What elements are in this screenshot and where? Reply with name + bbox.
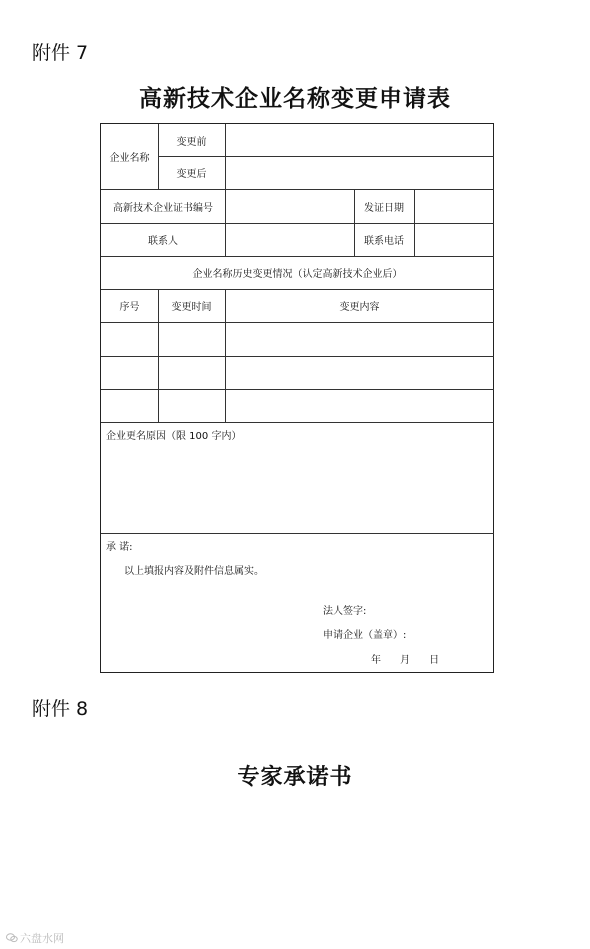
attachment-8-label: 附件 8 xyxy=(32,698,89,720)
before-change-label: 变更前 xyxy=(176,136,207,148)
form-title: 高新技术企业名称变更申请表 xyxy=(139,85,451,112)
rename-reason-field[interactable] xyxy=(101,444,494,533)
seq-column-header: 序号 xyxy=(119,302,140,313)
phone-label: 联系电话 xyxy=(364,236,404,247)
history-section-title: 企业名称历史变更情况（认定高新技术企业后） xyxy=(192,269,403,280)
expert-commitment-title: 专家承诺书 xyxy=(237,764,353,790)
promise-text: 以上填报内容及附件信息属实。 xyxy=(124,566,264,577)
content-column-header: 变更内容 xyxy=(339,302,380,313)
applicant-seal-label: 申请企业（盖章）: xyxy=(323,630,407,641)
contact-label: 联系人 xyxy=(148,236,178,247)
rename-reason-label: 企业更名原因（限 100 字内） xyxy=(106,431,242,442)
time-column-header: 变更时间 xyxy=(171,302,212,313)
watermark xyxy=(6,930,64,946)
application-form-table xyxy=(100,123,494,673)
legal-signature-label: 法人签字: xyxy=(323,606,367,617)
history-row[interactable] xyxy=(101,322,494,356)
attachment-7-label: 附件 7 xyxy=(32,42,89,64)
issue-date-field[interactable] xyxy=(414,189,494,223)
wechat-logo-icon xyxy=(6,933,18,943)
after-change-label: 变更后 xyxy=(176,169,207,180)
history-row[interactable] xyxy=(101,356,494,389)
phone-field[interactable] xyxy=(414,223,494,256)
history-row[interactable] xyxy=(101,389,494,422)
company-name-label: 企业名称 xyxy=(109,153,150,164)
after-change-field[interactable] xyxy=(225,156,494,189)
date-line: 年 月 日 xyxy=(371,655,440,666)
cert-number-field[interactable] xyxy=(225,189,354,223)
contact-field[interactable] xyxy=(225,223,354,256)
issue-date-label: 发证日期 xyxy=(364,202,404,214)
before-change-field[interactable] xyxy=(225,124,494,156)
watermark-text: 六盘水网 xyxy=(20,932,64,945)
promise-label: 承 诺: xyxy=(106,542,133,553)
cert-number-label: 高新技术企业证书编号 xyxy=(113,202,213,214)
